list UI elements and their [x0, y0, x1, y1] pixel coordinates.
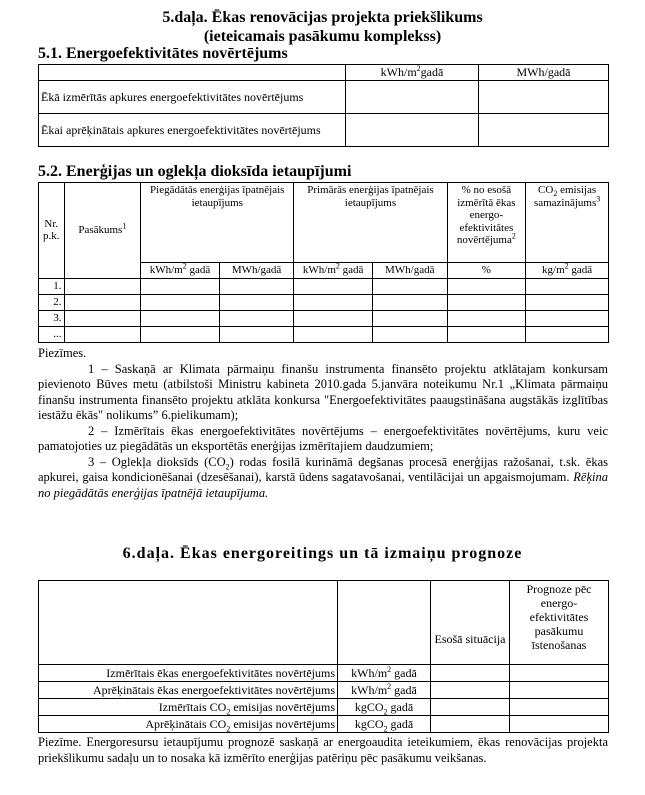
row3-unit: kgCO$_2$ gadā: [338, 699, 431, 716]
table-row: ...: [39, 326, 609, 342]
cell: [346, 114, 479, 147]
table-row: 3.: [39, 310, 609, 326]
note-1: 1 – Saskaņā ar Klimata pārmaiņu finanšu instrumenta finansēto projektu atklātajam konkursam pievienoto Būves metu (atbilstoši Ministru kabineta 2010.gada 5.janvāra noteikumu Nr.1 „Klimata pārmaiņu finanšu instrumenta finansēto projektu atklāta konkursa "Energoefektivitātes paaugstināšana augstākās izglītības iestāžu ēkās" nolikums” 6.pielikumam);: [38, 361, 608, 422]
energy-efficiency-table: [38, 64, 609, 147]
table-row: 2.: [39, 294, 609, 310]
part5-title-line2: (ieteicamais pasākumu komplekss): [203, 28, 442, 45]
cell: [346, 81, 479, 114]
empty-header-cell: [39, 581, 338, 665]
unit-kwh: kWh/$m^2$ gadā: [294, 263, 373, 279]
section51-heading: 5.1. Energoefektivitātes novērtējums: [38, 45, 288, 62]
unit-kwh: kWh/$m^2$ gadā: [141, 263, 220, 279]
part5-title-line1: 5.daļa. Ēkas renovācijas projekta priekšlikums: [162, 9, 483, 26]
col-current-header: Esošā situācija: [431, 581, 510, 665]
part6-footnote: Piezīme. Energoresursu ietaupījumu prognozē saskaņā ar energoaudita ieteikumiem, ēkas renovācijas projekta priekšlikumu sadaļu un to nosaka kā izmērīto enerģijas patēriņu pēc pasākumu veikšanas.: [38, 735, 608, 765]
table-row: [39, 682, 609, 699]
unit-mwh: MWh/gadā: [372, 263, 447, 279]
col-supplied-header: Piegādātās enerģijas īpatnējais ietaupījums: [141, 183, 294, 263]
col-measure-header: Pasākums$^1$: [64, 183, 141, 279]
energy-rating-table: [38, 580, 609, 733]
col-nr-header: Nr. p.k.: [39, 183, 65, 279]
col-forecast-header: Prognoze pēc energo-efektivitātes pasākumu īstenošanas: [510, 581, 609, 665]
row-measured: Ēkā izmērītās apkures energoefektivitātes novērtējums: [39, 81, 346, 114]
savings-table: [38, 182, 609, 343]
row3-label: Izmērītais $CO_2$ emisijas novērtējums: [39, 699, 338, 716]
row4-label: Aprēķinātais $CO_2$ emisijas novērtējums: [39, 716, 338, 733]
cell: [479, 114, 609, 147]
col-mwh-header: MWh/gadā: [479, 65, 609, 81]
row2-label: Aprēķinātais ēkas energoefektivitātes novērtējums: [39, 682, 338, 699]
col-percent-header: % no esošā izmērītā ēkas energo-efektivitātes novērtējuma$^2$: [447, 183, 526, 263]
col-kwh-header: kWh/$m^2gadā$: [346, 65, 479, 81]
row1-unit: kWh/$m^2$ gadā: [338, 665, 431, 682]
empty-header-cell: [338, 581, 431, 665]
table-row: [39, 699, 609, 716]
unit-mwh: MWh/gadā: [219, 263, 294, 279]
cell: [479, 81, 609, 114]
notes-label: Piezīmes.: [38, 346, 87, 360]
row4-unit: kgCO$_2$ gadā: [338, 716, 431, 733]
table-row: [39, 665, 609, 682]
part6-title: 6.daļa. Ēkas energoreitings un tā izmaiņu prognoze: [122, 545, 523, 562]
row2-unit: kWh/$m^2$ gadā: [338, 682, 431, 699]
note-2: 2 – Izmērītais ēkas energoefektivitātes novērtējums – energoefektivitātes novērtējums, kuru veic pamatojoties uz piegādātās un eksportētās enerģijas izmērītajiem daudzumiem;: [38, 423, 608, 453]
section52-heading: 5.2. Enerģijas un oglekļa dioksīda ietaupījumi: [38, 163, 352, 180]
row-calculated: Ēkai aprēķinātais apkures energoefektivitātes novērtējums: [39, 114, 346, 147]
table-row: 1.: [39, 278, 609, 294]
unit-percent: %: [447, 263, 526, 279]
row1-label: Izmērītais ēkas energoefektivitātes novērtējums: [39, 665, 338, 682]
unit-kg: $kg/m^2$ gadā: [526, 263, 609, 279]
col-primary-header: Primārās enerģijas īpatnējais ietaupījums: [294, 183, 447, 263]
col-co2-header: $CO_2$ emisijas samazinājums$^3$: [526, 183, 609, 263]
notes: [38, 346, 608, 501]
note-3: 3 – Oglekļa dioksīds $(CO_2)$ rodas fosilā kurināmā degšanas procesā enerģijas ražošanai, t.sk. ēkas apkurei, gaisa kondicionēšanai (dzesēšanai), karstā ūdens sagatavošanai, ventilācijai un apgaismojumam. Rēķina no piegādātās enerģijas īpatnējā ietaupījuma.: [38, 454, 608, 500]
table-row: [39, 716, 609, 733]
empty-header-cell: [39, 65, 346, 81]
